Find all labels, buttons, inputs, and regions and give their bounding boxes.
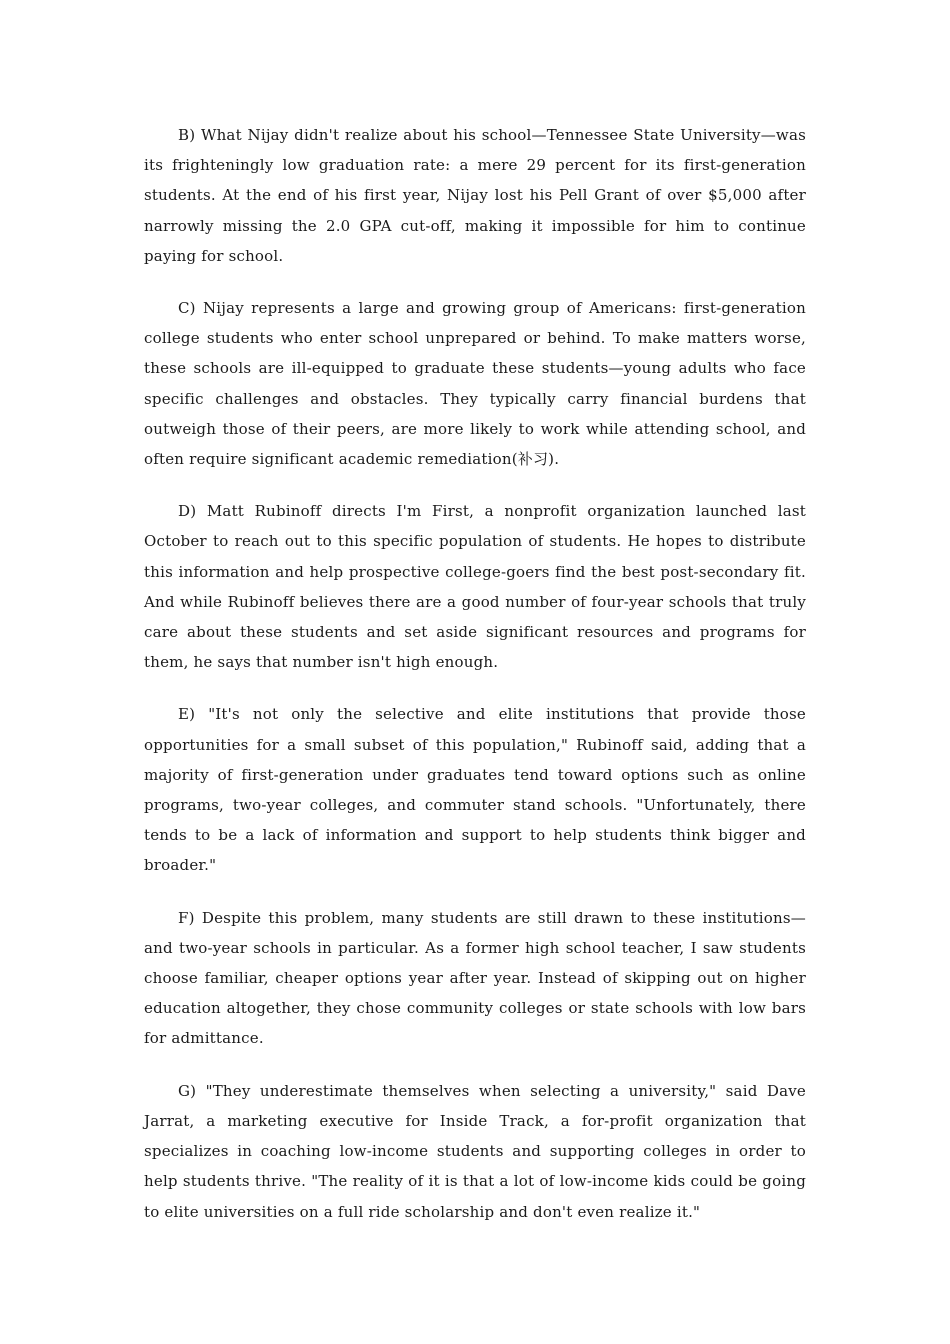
paragraph-b: B) What Nijay didn't realize about his school—Tennessee State University—was its frighteningly low graduation rate: a mere 29 percent for its first-generation students. At the end of his first year, Nijay lost his Pell Grant of over $5,000 after narrowly missing the 2.0 GPA cut-off, making it impossible for him to continue paying for school. [144, 126, 806, 265]
paragraph-d: D) Matt Rubinoff directs I'm First, a nonprofit organization launched last October to reach out to this specific population of students. He hopes to distribute this information and help prospective college-goers find the best post-secondary fit. And while Rubinoff believes there are a good number of four-year schools that truly care about these students and set aside significant resources and programs for them, he says that number isn't high enough. [144, 502, 806, 672]
paragraph-c: C) Nijay represents a large and growing group of Americans: first-generation college students who enter school unprepared or behind. To make matters worse, these schools are ill-equipped to graduate these students—young adults who face specific challenges and obstacles. They typically carry financial burdens that outweigh those of their peers, are more likely to work while attending school, and often require significant academic remediation(补习). [144, 299, 806, 469]
paragraph-e: E) "It's not only the selective and elite institutions that provide those opportunities for a small subset of this population," Rubinoff said, adding that a majority of first-generation under graduates tend toward options such as online programs, two-year colleges, and commuter stand schools. "Unfortunately, there tends to be a lack of information and support to help students think bigger and broader." [144, 705, 806, 875]
paragraph-g: G) "They underestimate themselves when selecting a university," said Dave Jarrat, a marketing executive for Inside Track, a for-profit organization that specializes in coaching low-income students and supporting colleges in order to help students thrive. "The reality of it is that a lot of low-income kids could be going to elite universities on a full ride scholarship and don't even realize it." [144, 1081, 806, 1221]
paragraph-f: F) Despite this problem, many students are still drawn to these institutions—and two-year schools in particular. As a former high school teacher, I saw students choose familiar, cheaper options year after year. Instead of skipping out on higher education altogether, they chose community colleges or state schools with low bars for admittance. [144, 908, 806, 1048]
document-body [144, 120, 806, 1249]
